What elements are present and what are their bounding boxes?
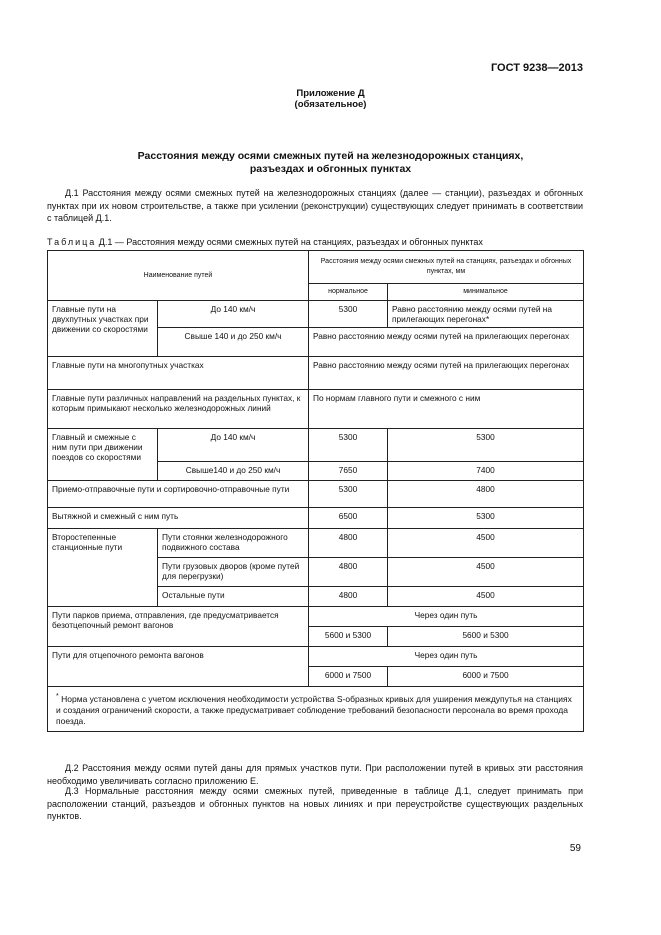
section-title-line2: разъездах и обгонных пунктах (249, 163, 412, 175)
row4-sub2: Свыше140 и до 250 км/ч (158, 462, 309, 481)
row1-normal: 5300 (309, 301, 388, 328)
header-normal: нормальное (309, 284, 388, 301)
section-title (0, 150, 661, 176)
row8-normal: 5600 и 5300 (309, 627, 388, 647)
row9-normal: 6000 и 7500 (309, 667, 388, 687)
section-title-line1: Расстояния между осями смежных путей на железнодорожных станциях, (137, 150, 524, 162)
table-row (48, 529, 584, 558)
paragraph-d2-text: Д.2 Расстояния между осями путей даны для прямых участков пути. При расположении путей в кривых эти расстояния необходимо увеличивать согласно приложению Е. (47, 763, 583, 786)
row8-value: Через один путь (309, 607, 584, 627)
footnote-marker: * (56, 692, 59, 700)
row3-name: Главные пути различных направлений на раздельных пунктах, к которым примыкают несколько железнодорожных линий (48, 390, 309, 429)
paragraph-d3-text: Д.3 Нормальные расстояния между осями смежных путей, приведенные в таблице Д.1, следует принимать при расположении станций, разъездов и обгонных пунктов на новых линиях и при переустройстве существующих раздельных пунктов. (47, 786, 583, 821)
table-row (48, 508, 584, 529)
row7-minimal1: 4500 (388, 529, 584, 558)
appendix-status: (обязательное) (294, 99, 367, 110)
row9-name: Пути для отцепочного ремонта вагонов (48, 647, 309, 687)
header-minimal: минимальное (388, 284, 584, 301)
page-number: 59 (569, 843, 581, 854)
row5-minimal: 4800 (388, 481, 584, 508)
table-note-row (48, 687, 584, 732)
table-header-row (48, 251, 584, 284)
row7-sub3: Остальные пути (158, 587, 309, 607)
row5-normal: 5300 (309, 481, 388, 508)
row1-sub1: До 140 км/ч (158, 301, 309, 328)
table-row (48, 429, 584, 462)
row1-name: Главные пути на двухпутных участках при движении со скоростями (48, 301, 158, 357)
row1-minimal: Равно расстоянию между осями путей на прилегающих перегонах* (388, 301, 584, 328)
table-row (48, 390, 584, 429)
row9-minimal: 6000 и 7500 (388, 667, 584, 687)
paragraph-d1 (47, 187, 583, 225)
table-row (48, 607, 584, 627)
table-caption-word: Таблица (47, 237, 97, 247)
table-row (48, 357, 584, 390)
row4-name: Главный и смежные с ним пути при движении поездов со скоростями (48, 429, 158, 481)
row7-minimal3: 4500 (388, 587, 584, 607)
header-name: Наименование путей (48, 251, 309, 301)
table-footnote (48, 687, 584, 732)
row1-value2: Равно расстоянию между осями путей на прилегающих перегонах (309, 328, 584, 357)
row4-normal2: 7650 (309, 462, 388, 481)
distance-table (47, 250, 584, 732)
row6-normal: 6500 (309, 508, 388, 529)
footnote-text: Норма установлена с учетом исключения необходимости устройства S-образных кривых для уширения междупутья на станциях и создания ограничений скорости, а также предусматривает соблюдение требований безопасности персонала во время прохода поезда. (56, 693, 572, 726)
paragraph-d2 (47, 762, 583, 787)
paragraph-d1-text: Д.1 Расстояния между осями смежных путей на железнодорожных станциях (далее — станции), разъездах и обгонных пунктах при их новом строительстве, а также при усилении (реконструкции) существующих следует принимать в соответствии с таблицей Д.1. (47, 188, 583, 223)
row6-minimal: 5300 (388, 508, 584, 529)
row8-name: Пути парков приема, отправления, где предусматривается безотцепочный ремонт вагонов (48, 607, 309, 647)
appendix-label: Приложение Д (296, 88, 365, 99)
row7-name: Второстепенные станционные пути (48, 529, 158, 607)
header-distance: Расстояния между осями смежных путей на станциях, разъездах и обгонных пунктах, мм (309, 251, 584, 284)
row4-normal1: 5300 (309, 429, 388, 462)
table-caption (47, 237, 483, 247)
row4-minimal2: 7400 (388, 462, 584, 481)
row7-normal1: 4800 (309, 529, 388, 558)
row7-sub1: Пути стоянки железнодорожного подвижного состава (158, 529, 309, 558)
row9-value: Через один путь (309, 647, 584, 667)
paragraph-d3 (47, 785, 583, 823)
row4-sub1: До 140 км/ч (158, 429, 309, 462)
appendix-heading (0, 88, 661, 110)
document-code: ГОСТ 9238—2013 (490, 62, 583, 74)
row3-value: По нормам главного пути и смежного с ним (309, 390, 584, 429)
row2-value: Равно расстоянию между осями путей на прилегающих перегонах (309, 357, 584, 390)
table-row (48, 301, 584, 328)
row5-name: Приемо-отправочные пути и сортировочно-отправочные пути (48, 481, 309, 508)
table-row (48, 647, 584, 667)
table-caption-text: Д.1 — Расстояния между осями смежных путей на станциях, разъездах и обгонных пунктах (96, 237, 483, 247)
row7-normal3: 4800 (309, 587, 388, 607)
row4-minimal1: 5300 (388, 429, 584, 462)
row1-sub2: Свыше 140 и до 250 км/ч (158, 328, 309, 357)
row6-name: Вытяжной и смежный с ним путь (48, 508, 309, 529)
row7-normal2: 4800 (309, 558, 388, 587)
row7-minimal2: 4500 (388, 558, 584, 587)
table-row (48, 481, 584, 508)
row2-name: Главные пути на многопутных участках (48, 357, 309, 390)
row8-minimal: 5600 и 5300 (388, 627, 584, 647)
row7-sub2: Пути грузовых дворов (кроме путей для перегрузки) (158, 558, 309, 587)
